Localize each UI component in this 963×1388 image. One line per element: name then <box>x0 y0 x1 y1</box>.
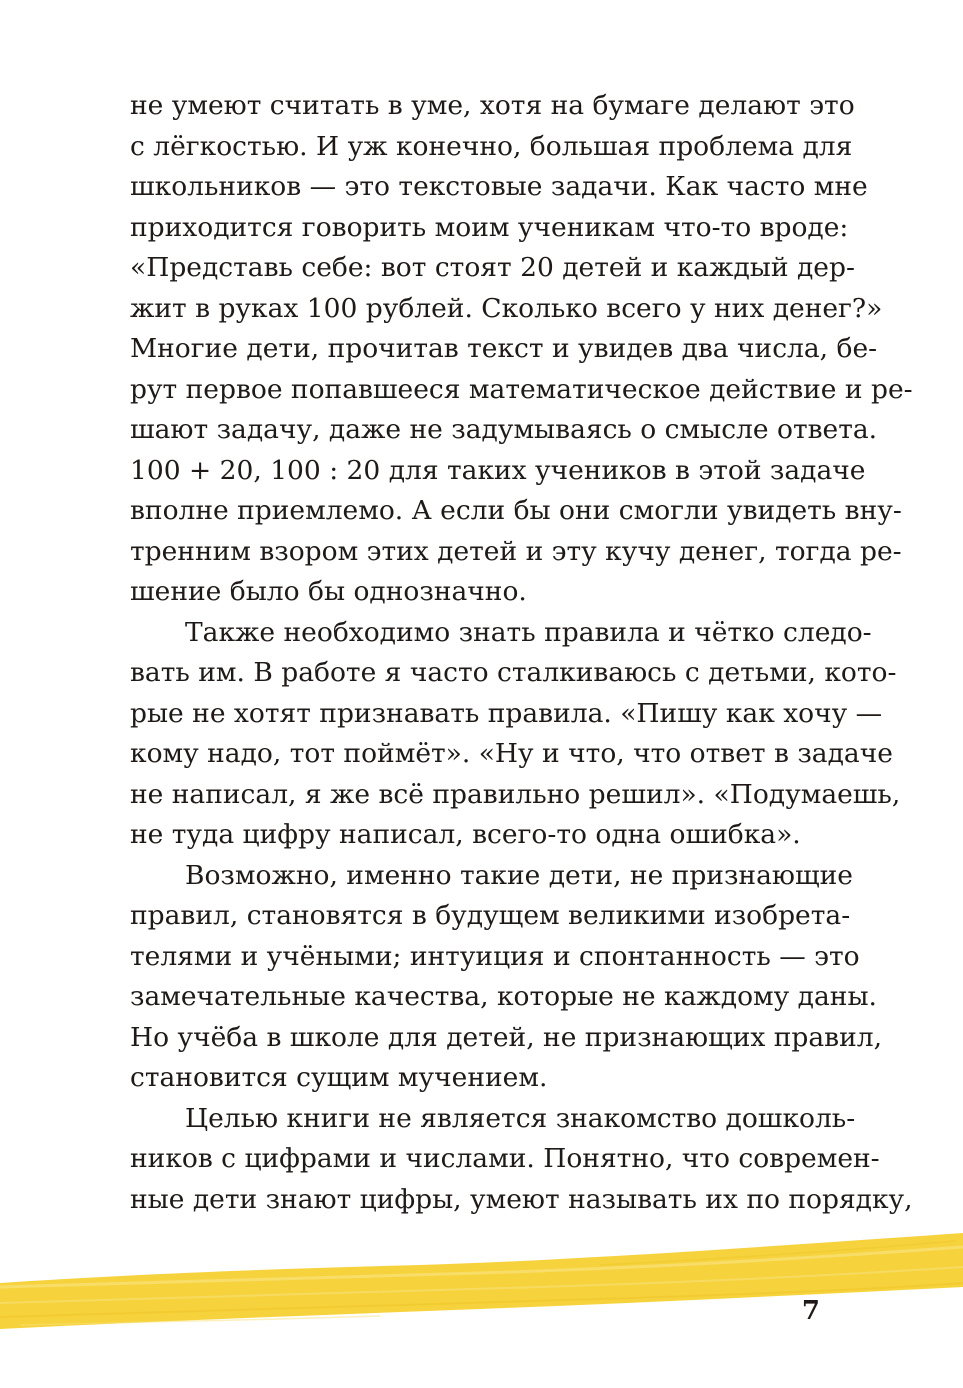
page-number: 7 <box>801 1296 820 1326</box>
text-line: 100 + 20, 100 : 20 для таких учеников в этой задаче <box>130 454 866 486</box>
text-line: вать им. В работе я часто сталкиваюсь с детьми, кото- <box>130 657 897 688</box>
text-line: приходится говорить моим ученикам что-то вроде: <box>130 211 849 243</box>
text-line: с лёгкостью. И уж конечно, большая проблема для <box>130 130 853 162</box>
text-line: школьников — это текстовые задачи. Как часто мне <box>130 171 868 202</box>
text-line: Целью книги не является знакомство дошколь- <box>185 1102 856 1134</box>
text-line: «Представь себе: вот стоят 20 детей и каждый дер- <box>130 252 855 283</box>
text-line: замечательные качества, которые не каждому даны. <box>130 981 877 1012</box>
text-line: кому надо, тот поймёт». «Ну и что, что ответ в задаче <box>130 738 893 769</box>
text-line: шение было бы однозначно. <box>130 576 527 607</box>
body-text <box>130 86 913 1220</box>
text-line: рут первое попавшееся математическое действие и ре- <box>130 373 913 405</box>
text-line: Возможно, именно такие дети, не признающие <box>185 859 853 891</box>
paragraph-1 <box>130 86 913 613</box>
text-line: телями и учёными; интуиция и спонтанность — это <box>130 940 860 972</box>
text-line: правил, становятся в будущем великими изобрета- <box>130 900 851 931</box>
text-line: тренним взором этих детей и эту кучу денег, тогда ре- <box>130 535 902 567</box>
text-line: шают задачу, даже не задумываясь о смысле ответа. <box>130 414 878 445</box>
text-line: ников с цифрами и числами. Понятно, что современ- <box>130 1143 880 1174</box>
text-line: рые не хотят признавать правила. «Пишу как хочу — <box>130 697 883 729</box>
paragraph-4 <box>130 1099 913 1221</box>
text-line: вполне приемлемо. А если бы они смогли увидеть вну- <box>130 495 902 526</box>
paragraph-2 <box>130 613 901 856</box>
yellow-brush-stripe <box>0 1225 963 1345</box>
text-line: Но учёба в школе для детей, не признающих правил, <box>130 1021 883 1053</box>
text-line: не написал, я же всё правильно решил». «Подумаешь, <box>130 778 901 810</box>
text-line: ные дети знают цифры, умеют называть их по порядку, <box>130 1183 913 1215</box>
text-line: Также необходимо знать правила и чётко следо- <box>185 616 872 648</box>
text-line: не умеют считать в уме, хотя на бумаге делают это <box>130 90 855 121</box>
text-line: становится сущим мучением. <box>130 1062 548 1093</box>
text-line: жит в руках 100 рублей. Сколько всего у них денег?» <box>130 292 883 324</box>
paragraph-3 <box>130 856 883 1099</box>
text-line: не туда цифру написал, всего-то одна ошибка». <box>130 819 801 850</box>
text-line: Многие дети, прочитав текст и увидев два числа, бе- <box>130 333 878 364</box>
